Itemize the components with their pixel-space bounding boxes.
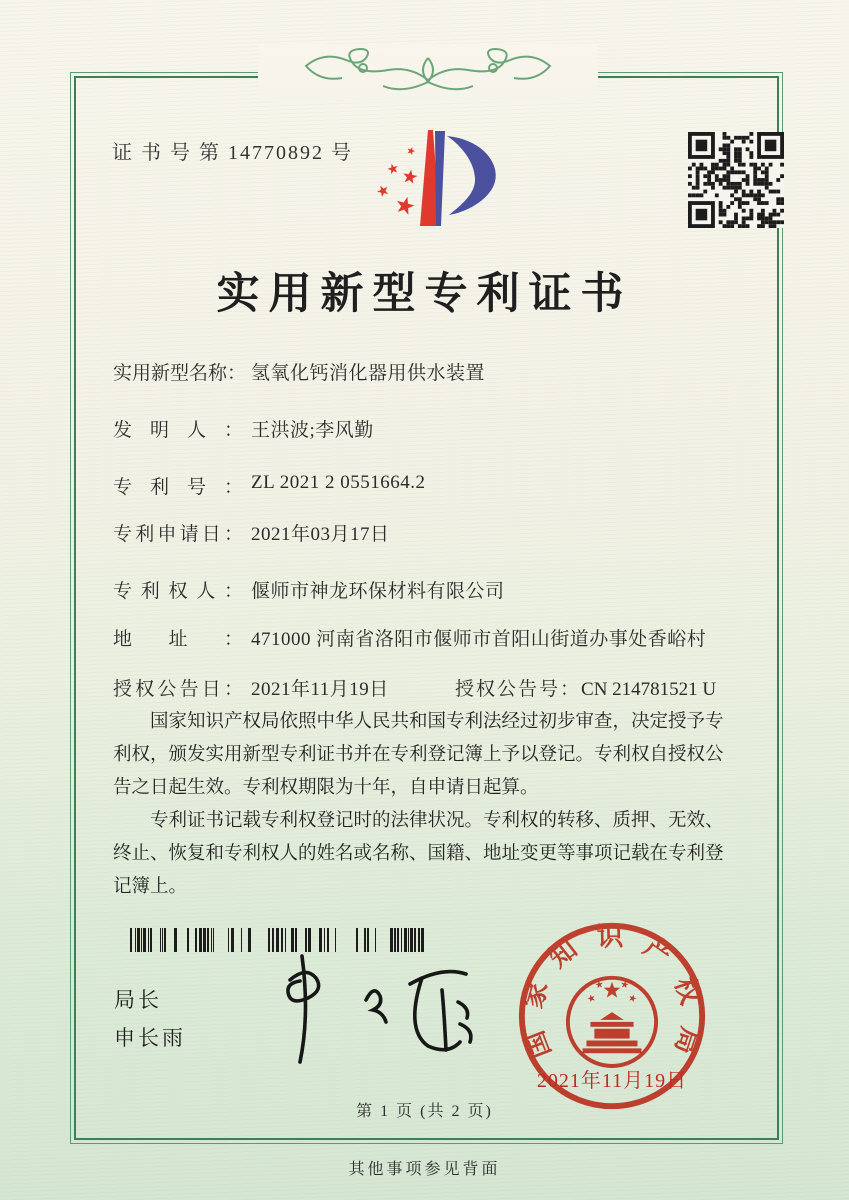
certificate-number: 证 书 号 第 14770892 号	[112, 142, 353, 164]
director-signature	[262, 950, 492, 1068]
field-label: 发明人：	[113, 420, 243, 441]
field-address	[113, 624, 706, 651]
field-label: 专利权人：	[113, 581, 243, 602]
field-patent-number	[113, 472, 426, 499]
back-side-note: 其他事项参见背面	[348, 1161, 501, 1178]
field-value: 471000 河南省洛阳市偃师市首阳山街道办事处香峪村	[251, 629, 707, 650]
flourish-icon	[263, 46, 593, 100]
legal-text	[113, 706, 741, 904]
certificate-title: 实用新型专利证书	[216, 271, 633, 318]
seal-text: 国家知识产权局	[517, 921, 706, 1063]
field-label: 专利申请日：	[113, 524, 243, 545]
top-ornament	[258, 44, 598, 102]
field-value: 2021年11月19日	[251, 679, 389, 700]
field-patentee	[113, 576, 505, 603]
director-name: 申长雨	[114, 1027, 186, 1050]
barcode	[120, 928, 432, 952]
field-grant-number	[455, 674, 716, 701]
field-label: 授权公告日：	[113, 679, 243, 700]
legal-paragraph-1: 国家知识产权局依照中华人民共和国专利法经过初步审查，决定授予专利权，颁发实用新型专利证书并在专利登记簿上予以登记。专利权自授权公告之日起生效。专利权期限为十年，自申请日起算。	[113, 712, 724, 798]
field-label: 实用新型名称：	[113, 363, 247, 384]
field-value: 王洪波;李风勤	[251, 420, 374, 441]
field-utility-model-name	[113, 358, 485, 385]
field-label: 专利号：	[113, 477, 243, 498]
legal-paragraph-2: 专利证书记载专利权登记时的法律状况。专利权的转移、质押、无效、终止、恢复和专利权人的姓名或名称、国籍、地址变更等事项记载在专利登记簿上。	[113, 810, 724, 897]
field-value: 偃师市神龙环保材料有限公司	[251, 581, 505, 602]
field-value: CN 214781521 U	[581, 679, 717, 700]
director-title: 局长	[114, 989, 162, 1012]
field-label: 地址：	[113, 629, 243, 650]
field-label: 授权公告号：	[455, 679, 582, 700]
field-inventors	[113, 415, 374, 442]
field-grant-date	[113, 674, 389, 701]
page-number: 第 1 页 (共 2 页)	[356, 1103, 493, 1120]
field-filing-date	[113, 519, 390, 546]
field-value: 氢氧化钙消化器用供水装置	[251, 363, 486, 384]
seal-date: 2021年11月19日	[536, 1070, 688, 1092]
qr-code	[688, 132, 784, 228]
field-value: 2021年03月17日	[251, 524, 390, 545]
cnipa-logo-icon	[348, 124, 540, 236]
field-value: ZL 2021 2 0551664.2	[251, 472, 426, 493]
national-emblem-icon	[568, 978, 656, 1066]
